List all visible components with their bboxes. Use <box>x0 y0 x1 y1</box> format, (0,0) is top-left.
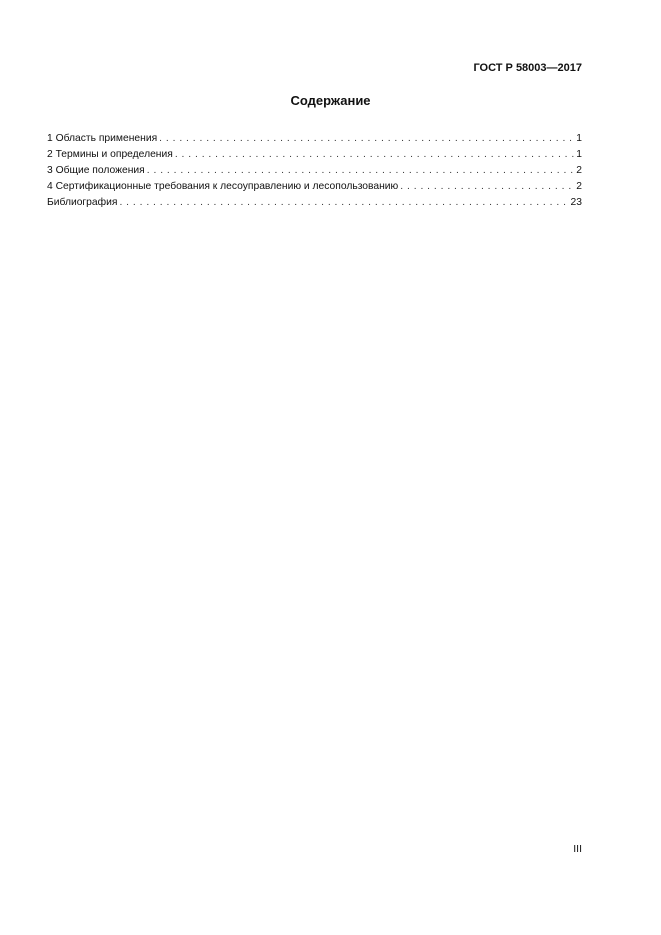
page-number: III <box>573 843 582 855</box>
table-of-contents <box>47 131 582 211</box>
toc-entry-label: 3 Общие положения <box>47 165 145 176</box>
toc-entry-label: 4 Сертификационные требования к лесоуправлению и лесопользованию <box>47 181 399 192</box>
toc-entry-page: 2 <box>576 181 582 192</box>
toc-entry-page: 2 <box>576 165 582 176</box>
toc-entry-page: 1 <box>576 133 582 144</box>
toc-entry-label: 1 Область применения <box>47 133 158 144</box>
dot-leader <box>400 179 574 195</box>
toc-entry-page: 23 <box>570 197 582 208</box>
dot-leader <box>147 163 575 179</box>
toc-entry[interactable] <box>47 195 582 211</box>
dot-leader <box>159 131 574 147</box>
toc-entry-label: 2 Термины и определения <box>47 149 173 160</box>
toc-entry[interactable] <box>47 131 582 147</box>
toc-entry[interactable] <box>47 163 582 179</box>
toc-entry-page: 1 <box>576 149 582 160</box>
dot-leader <box>119 195 568 211</box>
document-standard-id: ГОСТ Р 58003—2017 <box>473 62 582 74</box>
page-title: Содержание <box>290 93 371 108</box>
toc-entry[interactable] <box>47 179 582 195</box>
toc-entry[interactable] <box>47 147 582 163</box>
dot-leader <box>175 147 574 163</box>
toc-entry-label: Библиография <box>47 197 118 208</box>
